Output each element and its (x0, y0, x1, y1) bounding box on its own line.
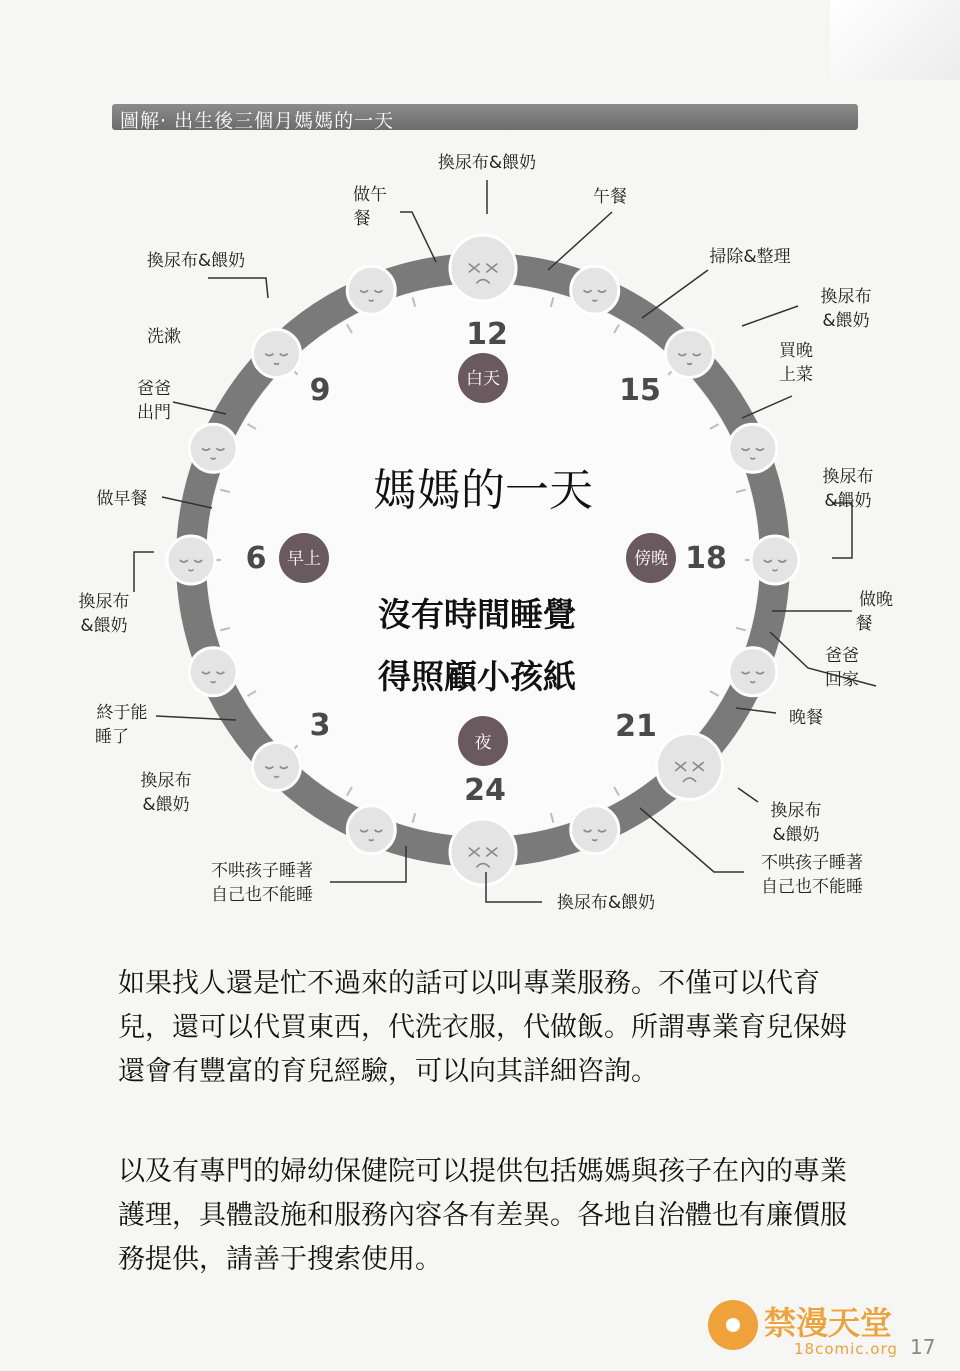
event-breakfast: 做早餐 (96, 489, 148, 509)
clock-title: 媽媽的一天 (373, 465, 593, 516)
event-finally-sleep-1: 終于能 (96, 703, 148, 723)
event-dad-out-2: 出門 (137, 403, 171, 423)
hour-3: 3 (309, 708, 331, 743)
crying-baby-icon (656, 733, 722, 799)
badge-morning-label: 早上 (287, 549, 321, 569)
sleeping-baby-icon (347, 806, 395, 854)
event-feed-14-2: &餵奶 (822, 311, 870, 331)
event-cook-dinner-1: 做晚 (859, 590, 893, 610)
event-no-sleep-right-1: 不哄孩子睡著 (761, 853, 863, 873)
event-shop-2: 上菜 (779, 365, 813, 385)
sleeping-baby-icon (347, 266, 395, 314)
hour-15: 15 (619, 373, 661, 408)
watermark-url: 18comic.org (794, 1340, 898, 1358)
event-no-sleep-left-1: 不哄孩子睡著 (211, 861, 313, 881)
event-cook-lunch-2: 餐 (353, 209, 371, 229)
sleeping-baby-icon (571, 806, 619, 854)
sleeping-baby-icon (729, 424, 777, 472)
watermark-name: 禁漫天堂 (764, 1304, 893, 1342)
page-number: 17 (910, 1335, 936, 1359)
badge-morning (279, 533, 329, 583)
event-feed-14-1: 換尿布 (820, 287, 872, 307)
sleeping-baby-icon (665, 330, 713, 378)
hour-9: 9 (309, 373, 331, 408)
event-bottom-feed: 換尿布&餵奶 (556, 893, 656, 913)
body-paragraph-1: 如果找人還是忙不過來的話可以叫專業服務。不僅可以代育兒，還可以代買東西，代洗衣服，代做飯。所謂專業育兒保姆還會有豐富的育兒經驗，可以向其詳細咨詢。 (118, 968, 847, 1087)
event-feed-10: 換尿布&餵奶 (146, 251, 246, 271)
sleeping-baby-icon (751, 536, 799, 584)
event-dinner: 晚餐 (789, 708, 823, 728)
event-feed-22-2: &餵奶 (772, 825, 820, 845)
body-paragraph-2: 以及有專門的婦幼保健院可以提供包括媽媽與孩子在內的專業護理，具體設施和服務內容各有差異。各地自治體也有廉價服務提供，請善于搜索使用。 (118, 1156, 847, 1275)
sleeping-baby-icon (253, 330, 301, 378)
event-shop-1: 買晚 (779, 341, 813, 361)
sleeping-baby-icon (167, 536, 215, 584)
event-feed-5-2: &餵奶 (80, 616, 128, 636)
event-no-sleep-right-2: 自己也不能睡 (761, 877, 863, 897)
sleeping-baby-icon (253, 742, 301, 790)
event-finally-sleep-2: 睡了 (95, 727, 129, 747)
event-feed-22-1: 換尿布 (770, 801, 822, 821)
hour-24: 24 (464, 773, 506, 808)
event-feed-5-1: 換尿布 (78, 592, 130, 612)
badge-day-label: 白天 (466, 369, 500, 389)
hour-6: 6 (245, 541, 267, 576)
crying-baby-icon (450, 235, 516, 301)
sleeping-baby-icon (729, 648, 777, 696)
event-no-sleep-left-2: 自己也不能睡 (211, 885, 313, 905)
crying-baby-icon (450, 819, 516, 885)
watermark-logo-icon (708, 1300, 758, 1350)
event-lunch: 午餐 (593, 187, 627, 207)
badge-evening-label: 傍晚 (634, 549, 668, 569)
sleeping-baby-icon (571, 266, 619, 314)
event-dad-out-1: 爸爸 (137, 379, 171, 399)
hour-12: 12 (466, 317, 508, 352)
event-clean: 掃除&整理 (709, 247, 791, 267)
watermark (708, 1296, 920, 1362)
event-feed-2-2: &餵奶 (142, 795, 190, 815)
event-cook-lunch-1: 做午 (353, 185, 387, 205)
event-top-feed: 換尿布&餵奶 (437, 153, 537, 173)
header-title: 圖解· 出生後三個月媽媽的一天 (120, 110, 395, 132)
sleeping-baby-icon (189, 424, 237, 472)
badge-night (458, 716, 508, 766)
badge-night-label: 夜 (474, 733, 492, 753)
event-dad-home-1: 爸爸 (825, 646, 859, 666)
event-cook-dinner-2: 餐 (855, 614, 873, 634)
event-feed-17-1: 換尿布 (822, 467, 874, 487)
badge-evening (626, 533, 676, 583)
badge-day (458, 353, 508, 403)
event-dad-home-2: 回家 (825, 670, 859, 690)
event-feed-2-1: 換尿布 (140, 771, 192, 791)
sleeping-baby-icon (189, 648, 237, 696)
clock-subtitle-line1: 沒有時間睡覺 (378, 595, 576, 634)
event-feed-17-2: &餵奶 (824, 491, 872, 511)
hour-21: 21 (615, 709, 657, 744)
clock-subtitle-line2: 得照顧小孩紙 (378, 657, 576, 696)
event-wash: 洗漱 (147, 327, 181, 347)
hour-18: 18 (685, 541, 727, 576)
